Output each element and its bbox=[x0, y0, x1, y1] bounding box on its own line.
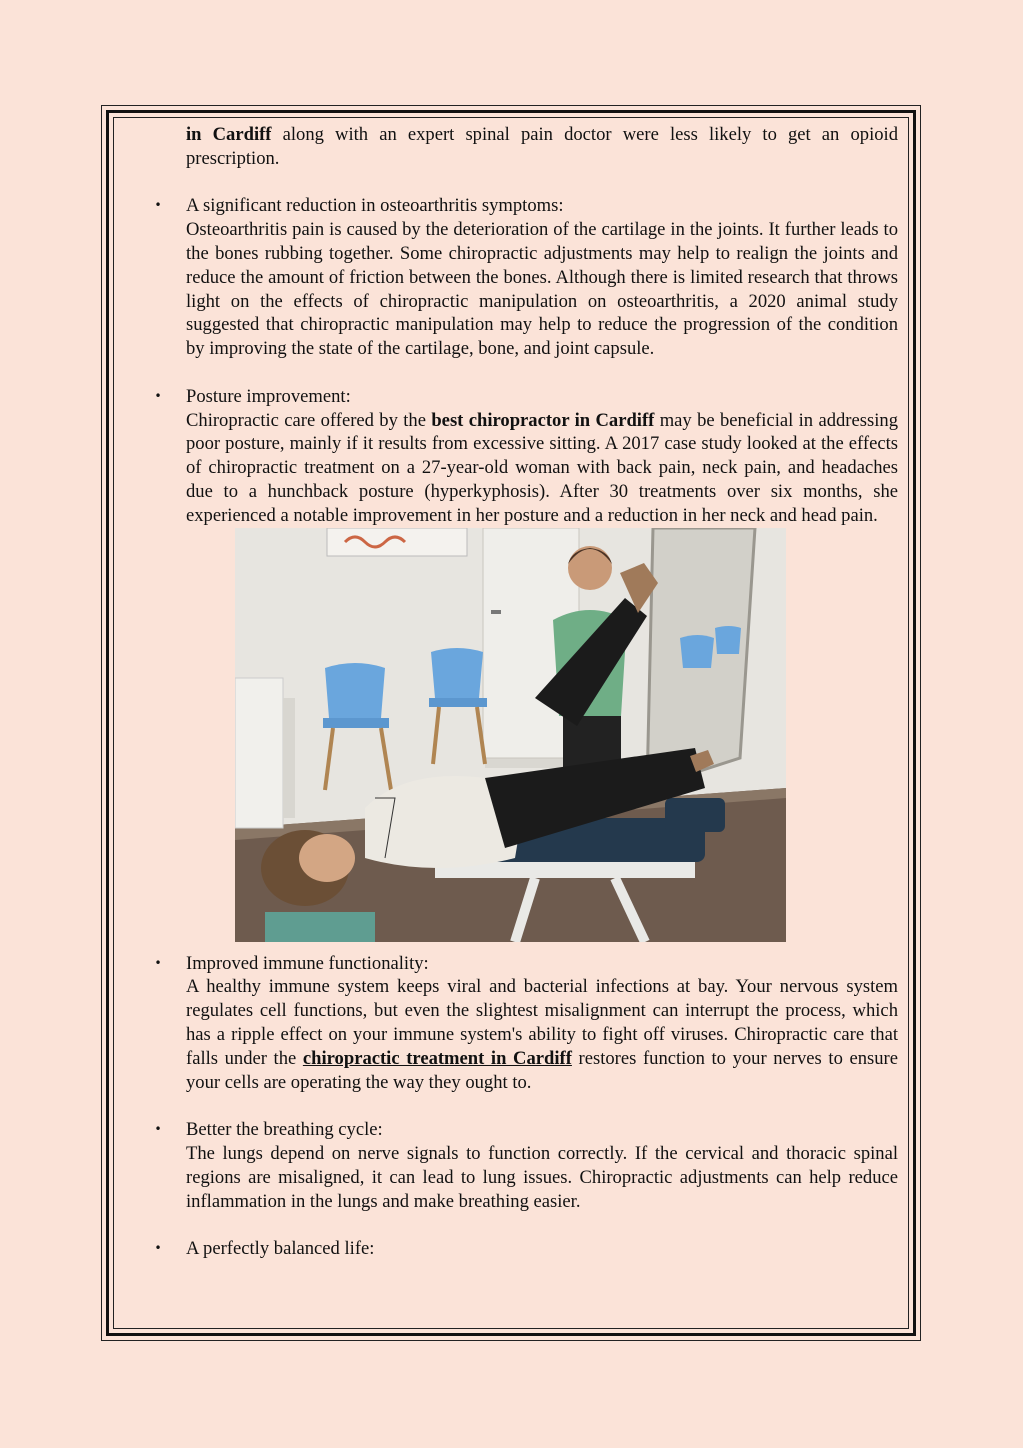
treatment-photo bbox=[235, 528, 786, 942]
bullet-icon: • bbox=[154, 388, 162, 403]
item-heading: Improved immune functionality: bbox=[186, 952, 429, 974]
item-body-text: Chiropractic care offered by the bbox=[186, 409, 432, 431]
bullet-icon: • bbox=[154, 1122, 162, 1137]
item-heading: A perfectly balanced life: bbox=[186, 1238, 375, 1260]
item-body-text: may be beneficial in addressing poor posture, mainly if it results from excessive sitting. A 2017 case study looked at the effects of chiropractic treatment on a 27-year-old woman with back pain, neck pain, and headaches due to a hunchback posture (hyperkyphosis). After 30 treatments over six months, she experienced a notable improvement in her posture and a reduction in her neck and head pain. bbox=[186, 409, 898, 526]
item-body-text: A healthy immune system keeps viral and bacterial infections at bay. Your nervous system regulates cell functions, but even the slightest misalignment can interrupt the process, which has a ripple effect on your immune system's ability to fight off viruses. Chiropractic care that falls under the bbox=[186, 976, 898, 1069]
item-heading: A significant reduction in osteoarthritis symptoms: bbox=[186, 195, 564, 217]
list-item-breathing bbox=[154, 1118, 898, 1213]
item-body-bold: best chiropractor in Cardiff bbox=[431, 409, 655, 431]
bullet-icon: • bbox=[154, 198, 162, 213]
item-body bbox=[186, 409, 898, 528]
list-item-posture bbox=[154, 385, 898, 528]
item-body: Osteoarthritis pain is caused by the deterioration of the cartilage in the joints. It further leads to the bones rubbing together. Some chiropractic adjustments may help to realign the joints and reduce the amount of friction between the bones. Although there is limited research that throws light on the effects of chiropractic manipulation on osteoarthritis, a 2020 animal study suggested that chiropractic manipulation may help to reduce the progression of the condition by improving the state of the cartilage, bone, and joint capsule. bbox=[186, 219, 898, 360]
list-item-balanced-life bbox=[154, 1237, 898, 1261]
bullet-icon: • bbox=[154, 1241, 162, 1256]
list-item-immune bbox=[154, 952, 898, 1095]
document-body bbox=[154, 123, 898, 1261]
intro-paragraph bbox=[186, 123, 898, 171]
list-item-osteoarthritis bbox=[154, 194, 898, 361]
item-heading: Posture improvement: bbox=[186, 385, 351, 407]
intro-bold-text: in Cardiff bbox=[186, 124, 272, 145]
bullet-icon: • bbox=[154, 955, 162, 970]
item-body-text: restores function to your nerves to ensure your cells are operating the way they ought to. bbox=[186, 1047, 898, 1093]
intro-text: along with an expert spinal pain doctor were less likely to get an opioid prescription. bbox=[186, 124, 898, 169]
chiropractic-treatment-link[interactable]: chiropractic treatment in Cardiff bbox=[302, 1047, 572, 1069]
item-heading: Better the breathing cycle: bbox=[186, 1119, 383, 1141]
item-body: The lungs depend on nerve signals to function correctly. If the cervical and thoracic spinal regions are misaligned, it can lead to lung issues. Chiropractic adjustments can help reduce inflammation in the lungs and make breathing easier. bbox=[186, 1142, 898, 1212]
item-body bbox=[186, 975, 898, 1094]
